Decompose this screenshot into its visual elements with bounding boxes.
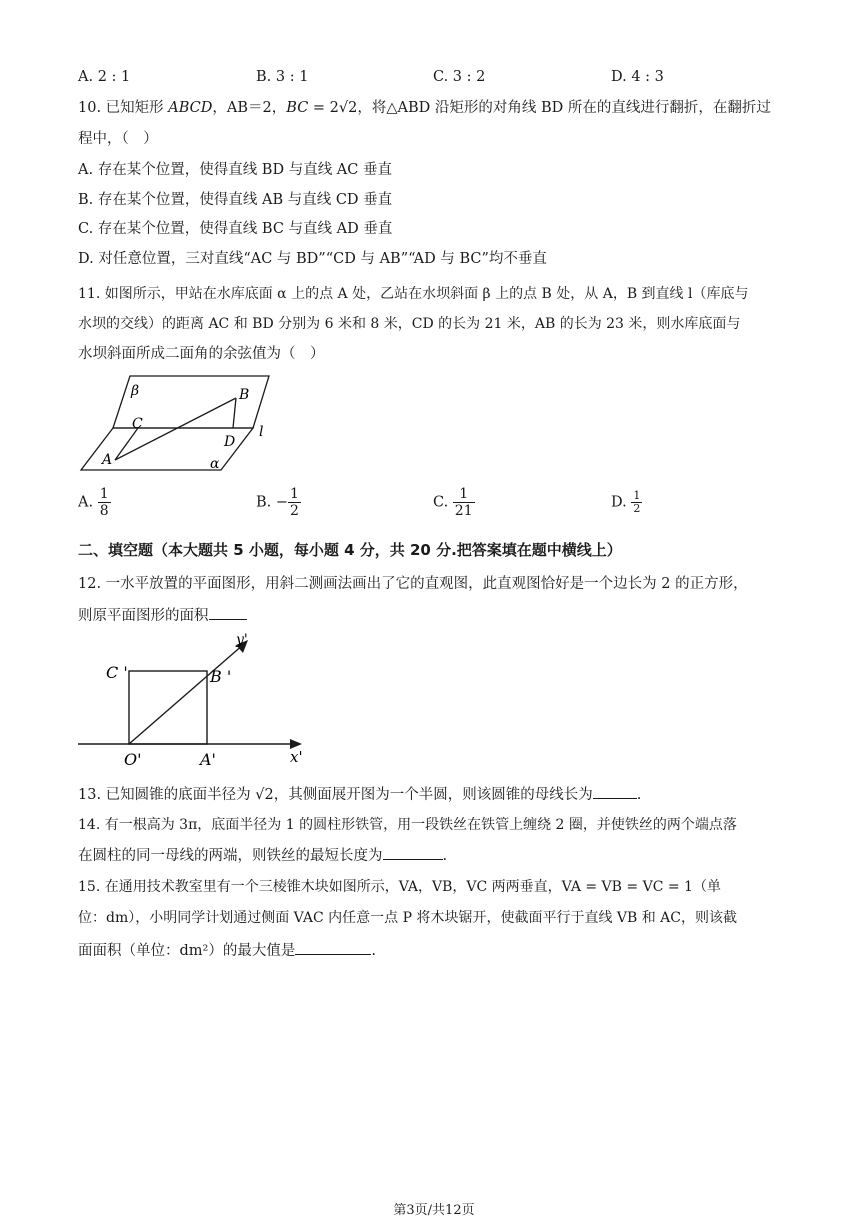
label-l: l	[259, 424, 264, 440]
q9-option-d: D. 4 : 3	[611, 69, 664, 85]
label-a-prime: A'	[200, 750, 216, 768]
label-a: A	[102, 452, 113, 468]
label-c-prime: C '	[106, 663, 128, 682]
q9-option-a: A. 2 : 1	[78, 69, 131, 85]
fraction	[98, 486, 111, 519]
option-letter: D.	[611, 494, 627, 511]
label-d: D	[224, 434, 236, 450]
label-c: C	[132, 416, 143, 432]
q10-option-d: D. 对任意位置，三对直线“AC 与 BD”“CD 与 AB”“AD 与 BC”均不垂直	[78, 251, 547, 267]
q14-text: 在圆柱的同一母线的两端，则铁丝的最短长度为	[78, 848, 383, 864]
option-letter: A.	[78, 494, 94, 511]
q13-text: 13. 已知圆锥的底面半径为 √2，其侧面展开图为一个半圆，则该圆锥的母线长为	[78, 787, 593, 803]
denominator: 21	[454, 503, 473, 519]
denominator: 8	[99, 503, 109, 519]
q10-rest: ，将△ABD 沿矩形的对角线 BD 所在的直线进行翻折，在翻折过	[357, 100, 771, 116]
fraction	[453, 486, 475, 519]
q10-option-a: A. 存在某个位置，使得直线 BD 与直线 AC 垂直	[78, 162, 392, 178]
segment-bd	[233, 398, 236, 428]
label-b-prime: B '	[210, 667, 232, 686]
label-alpha: α	[210, 456, 220, 472]
q14-line-1: 14. 有一根高为 3π，底面半径为 1 的圆柱形铁管，用一段铁丝在铁管上缠绕 2 圈，并使铁丝的两个端点落	[78, 817, 737, 833]
q11-option-b	[256, 486, 301, 519]
answer-blank	[383, 845, 443, 860]
q12-line-2	[78, 605, 247, 626]
numerator: 1	[290, 486, 299, 502]
segment-ac	[115, 428, 138, 460]
q10-option-b: B. 存在某个位置，使得直线 AB 与直线 CD 垂直	[78, 192, 393, 208]
q9-option-c: C. 3 : 2	[433, 69, 486, 85]
q11-option-d	[611, 490, 642, 515]
q11-line-1: 11. 如图所示，甲站在水库底面 α 上的点 A 处，乙站在水坝斜面 β 上的点 B 处，从 A，B 到直线 l（库底与	[78, 286, 749, 302]
q10-option-c: C. 存在某个位置，使得直线 BC 与直线 AD 垂直	[78, 221, 393, 237]
section-heading-fill-in: 二、填空题（本大题共 5 小题，每小题 4 分，共 20 分.把答案填在题中横线上）	[78, 541, 622, 559]
q12-oblique-figure	[76, 628, 316, 768]
q11-line-2: 水坝的交线）的距离 AC 和 BD 分别为 6 米和 8 米，CD 的长为 21 米，AB 的长为 23 米，则水库底面与	[78, 316, 741, 332]
numerator: 1	[453, 486, 475, 503]
q10-line-2: 程中，（ ）	[78, 131, 158, 147]
denominator: 2	[290, 503, 299, 519]
answer-blank	[593, 784, 637, 799]
answer-blank	[209, 605, 247, 620]
q15-line-1: 15. 在通用技术教室里有一个三棱锥木块如图所示，VA，VB，VC 两两垂直，VA = VB = VC = 1（单	[78, 879, 721, 895]
label-y-prime: y'	[236, 632, 248, 648]
q10-ab: ，AB＝2，	[212, 100, 287, 116]
option-letter: B.	[256, 494, 272, 511]
q10-eq: = 2√2	[308, 100, 358, 116]
q10-line-1	[78, 98, 771, 118]
q12-line-1: 12. 一水平放置的平面图形，用斜二测画法画出了它的直观图，此直观图恰好是一个边长为 2 的正方形，	[78, 576, 748, 592]
label-o-prime: O'	[124, 750, 142, 768]
period: .	[442, 848, 448, 864]
q11-option-c	[433, 486, 475, 519]
q15-line-2: 位：dm），小明同学计划通过侧面 VAC 内任意一点 P 将木块锯开，使截面平行于直线 VB 和 AC，则该截	[78, 910, 738, 926]
numerator: 1	[633, 489, 641, 502]
denominator: 2	[633, 502, 641, 515]
q11-dihedral-figure	[76, 370, 276, 474]
label-x-prime: x'	[290, 748, 303, 766]
numerator: 1	[99, 486, 109, 502]
q15-text: 面面积（单位：dm²）的最大值是	[78, 943, 296, 959]
label-beta: β	[131, 383, 140, 399]
q11-line-3: 水坝斜面所成二面角的余弦值为（ ）	[78, 346, 325, 362]
fraction	[631, 490, 642, 515]
minus-sign: −	[275, 494, 289, 511]
period: .	[371, 943, 376, 959]
q10-bc: BC	[286, 100, 309, 116]
answer-blank	[295, 940, 371, 955]
q14-line-2	[78, 845, 447, 866]
q12-line-2-text: 则原平面图形的面积	[78, 608, 209, 624]
option-letter: C.	[433, 494, 449, 511]
q13-line	[78, 784, 641, 805]
label-b: B	[239, 387, 250, 403]
page-footer: 第3页/共12页	[393, 1203, 475, 1218]
q11-option-a	[78, 486, 111, 519]
q10-prefix: 10. 已知矩形	[78, 100, 169, 116]
y-axis	[129, 644, 244, 744]
fraction	[288, 486, 301, 519]
period: .	[636, 787, 642, 803]
q10-abcd: ABCD	[168, 100, 213, 116]
q15-line-3	[78, 940, 376, 961]
q9-option-b: B. 3 : 1	[256, 69, 309, 85]
